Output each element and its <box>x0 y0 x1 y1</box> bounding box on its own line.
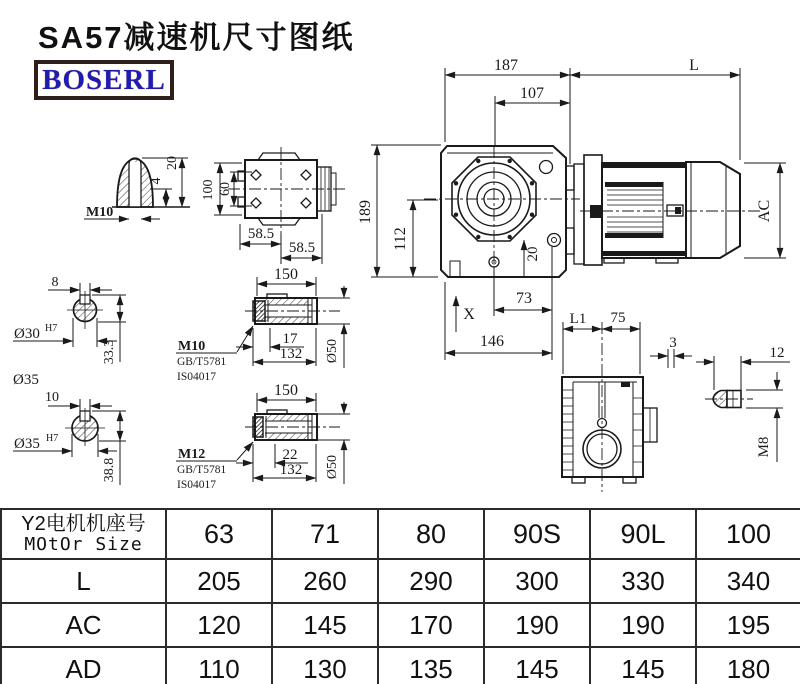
breather-plug <box>540 161 553 174</box>
shaft2-gb-label: GB/T5781 <box>177 464 227 476</box>
cell-AC-80: 170 <box>378 603 484 647</box>
dim-58-5b-label: 58.5 <box>288 240 316 256</box>
cell-AC-100: 195 <box>696 603 800 647</box>
cell-AD-80: 135 <box>378 647 484 684</box>
shaft2-m12-label: M12 <box>178 447 206 462</box>
shaft1-iso-label: IS04017 <box>177 371 216 383</box>
cell-L-100: 340 <box>696 559 800 603</box>
cell-AD-90l: 145 <box>590 647 696 684</box>
bore30-view-drawing <box>13 275 126 388</box>
dim-L-label: L <box>689 57 699 74</box>
table-header-row <box>1 509 800 559</box>
shaft2-d50-label: Ø50 <box>325 454 340 480</box>
shaft2-dim-150-label: 150 <box>274 382 298 399</box>
shaft1-gb-label: GB/T5781 <box>177 356 227 368</box>
cell-AD-90s: 145 <box>484 647 590 684</box>
bore30-tolerance-label: H7 <box>45 323 58 334</box>
dim-187-label: 187 <box>494 57 518 74</box>
dim-L1-label: L1 <box>569 311 587 327</box>
size-80-header: 80 <box>378 509 484 559</box>
dim-107-label: 107 <box>520 85 544 102</box>
shaft1-d50-label: Ø50 <box>325 338 340 364</box>
cell-AC-90l: 190 <box>590 603 696 647</box>
bore30-dimensions <box>13 275 126 388</box>
bore35-dia-label: Ø35 <box>14 436 40 452</box>
dim-60-label: 60 <box>218 182 233 196</box>
motor-size-label-cn: Y2电机机座号 <box>21 513 146 536</box>
dim-189-label: 189 <box>357 200 374 224</box>
x-direction-label: X <box>463 306 475 323</box>
bore30-dia-label: Ø30 <box>14 326 40 342</box>
motor-size-table <box>0 508 800 684</box>
rear-view-drawing <box>562 310 692 492</box>
dim-33-3-label: 33.3 <box>102 339 117 365</box>
dim-10-label: 10 <box>45 390 59 405</box>
row-label-L: L <box>1 559 166 603</box>
cell-AC-63: 120 <box>166 603 272 647</box>
dim-146-label: 146 <box>480 333 504 350</box>
dim-38-8-label: 38.8 <box>102 457 117 483</box>
motor-size-header-cell <box>1 509 166 559</box>
shaft2-view-drawing <box>176 382 350 491</box>
bore35-tolerance-label: H7 <box>46 433 59 444</box>
row-label-AC: AC <box>1 603 166 647</box>
cell-AD-71: 130 <box>272 647 378 684</box>
row-label-AD: AD <box>1 647 166 684</box>
size-90s-header: 90S <box>484 509 590 559</box>
dim-AC-label: AC <box>756 199 773 223</box>
brand-logo-text: BOSERL <box>42 63 166 96</box>
bore35-view-drawing <box>13 390 126 485</box>
bore35-dimensions <box>13 390 126 485</box>
motor-drawing <box>574 155 762 265</box>
dim-20-label: 20 <box>525 246 541 262</box>
dim-100-label: 100 <box>201 179 216 201</box>
cell-L-63: 205 <box>166 559 272 603</box>
dim-73-label: 73 <box>516 290 532 307</box>
m8-plug-view-drawing <box>696 345 790 462</box>
drain-plug <box>450 261 460 277</box>
shaft2-dim-22-label: 22 <box>282 447 298 463</box>
table-row-AC <box>1 603 800 647</box>
cell-AD-63: 110 <box>166 647 272 684</box>
cell-AC-71: 145 <box>272 603 378 647</box>
rear-view-dimensions <box>563 310 692 374</box>
table-row-AD <box>1 647 800 684</box>
dim-20-plug-label: 20 <box>165 156 180 170</box>
m8-label: M8 <box>756 436 772 458</box>
page-title: SA57减速机尺寸图纸 <box>38 20 355 55</box>
dim-4-label: 4 <box>149 177 164 185</box>
cell-L-71: 260 <box>272 559 378 603</box>
dim-58-5a-label: 58.5 <box>247 226 275 242</box>
plug-view-drawing <box>84 156 190 220</box>
shaft1-dim-17-label: 17 <box>282 331 298 347</box>
motor-size-label-en: MOtOr Size <box>24 534 143 556</box>
shaft1-dim-150-label: 150 <box>274 266 298 283</box>
dim-75-label: 75 <box>610 310 626 326</box>
cell-AD-100: 180 <box>696 647 800 684</box>
plug-m10-label: M10 <box>86 205 114 220</box>
cell-AC-90s: 190 <box>484 603 590 647</box>
shaft1-dim-132-label: 132 <box>279 346 303 362</box>
size-71-header: 71 <box>272 509 378 559</box>
d35-label: Ø35 <box>13 372 39 388</box>
dim-3-label: 3 <box>669 335 677 351</box>
dim-112-label: 112 <box>392 227 409 251</box>
cell-L-90s: 300 <box>484 559 590 603</box>
cell-L-90l: 330 <box>590 559 696 603</box>
cell-L-80: 290 <box>378 559 484 603</box>
table-row-L <box>1 559 800 603</box>
shaft2-dim-132-label: 132 <box>279 462 303 478</box>
size-100-header: 100 <box>696 509 800 559</box>
side-plug <box>548 234 561 247</box>
dim-12-label: 12 <box>769 345 785 361</box>
fan-cowl <box>686 162 740 258</box>
shaft1-m10-label: M10 <box>178 339 206 354</box>
size-90l-header: 90L <box>590 509 696 559</box>
shaft1-view-drawing <box>176 266 350 383</box>
shaft2-iso-label: IS04017 <box>177 479 216 491</box>
top-view-drawing <box>201 147 345 264</box>
dim-8-label: 8 <box>51 275 59 290</box>
size-63-header: 63 <box>166 509 272 559</box>
m8-dimensions <box>696 345 790 462</box>
